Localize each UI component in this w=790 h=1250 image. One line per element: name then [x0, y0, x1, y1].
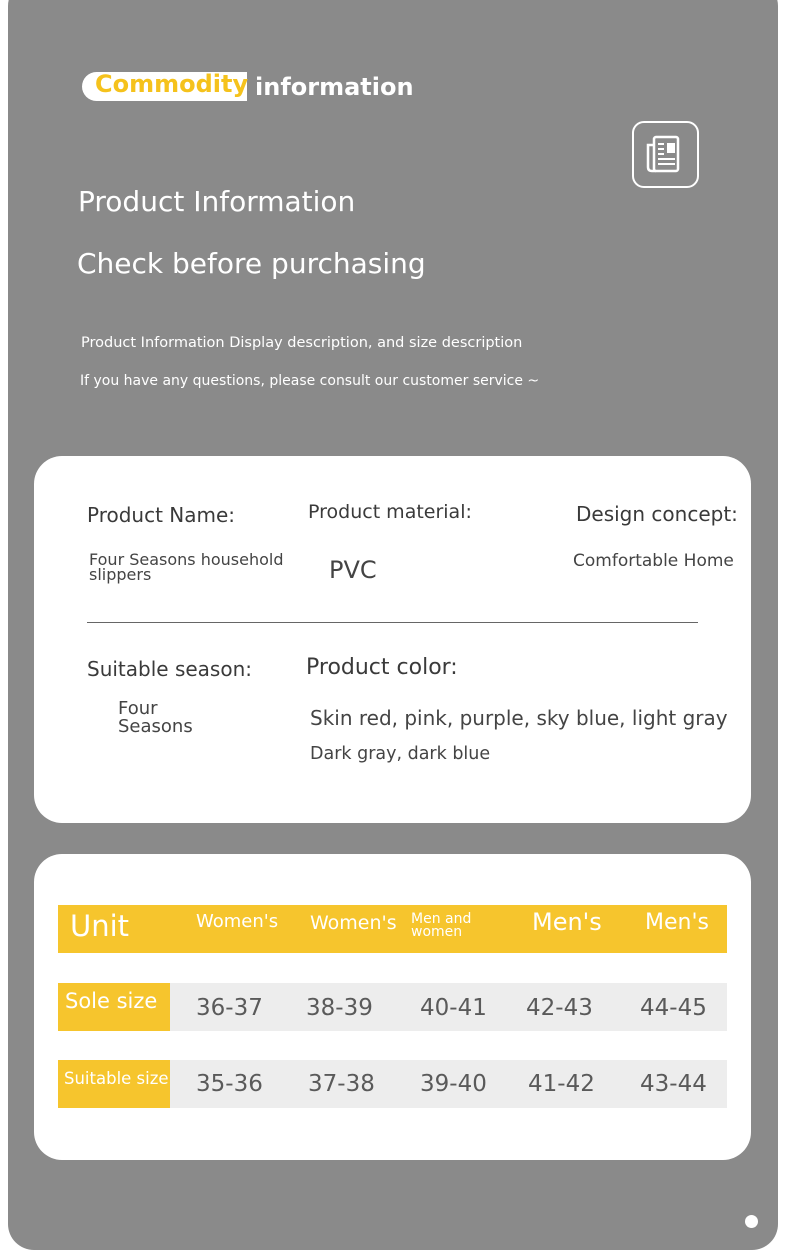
table-cell: 38-39 [306, 995, 373, 1021]
header-cell-mens-2: Men's [645, 910, 709, 935]
product-name-value: Four Seasons household slippers [89, 550, 284, 584]
tag-text: information [255, 73, 414, 101]
description-line-2: If you have any questions, please consult our customer service ~ [80, 373, 540, 389]
page-title: Product Information [78, 185, 356, 218]
product-color-label: Product color: [306, 655, 458, 680]
table-cell: 40-41 [420, 995, 487, 1021]
header-cell-mens-1: Men's [532, 908, 602, 936]
table-cell: 44-45 [640, 995, 707, 1021]
table-cell: 36-37 [196, 995, 263, 1021]
suitable-season-label: Suitable season: [87, 657, 252, 681]
product-material-label: Product material: [308, 501, 472, 523]
description-line-1: Product Information Display description, and size description [81, 335, 523, 351]
document-icon [632, 121, 699, 188]
table-cell: 35-36 [196, 1071, 263, 1097]
tag-highlight-text: Commodity [95, 70, 249, 98]
product-color-value-1: Skin red, pink, purple, sky blue, light gray [310, 706, 728, 730]
suitable-season-value: Four Seasons [118, 698, 193, 737]
product-color-value-2: Dark gray, dark blue [310, 744, 491, 764]
design-concept-value: Comfortable Home [573, 551, 734, 571]
table-cell: 37-38 [308, 1071, 375, 1097]
header-cell-unit: Unit [70, 909, 130, 943]
product-material-value: PVC [329, 556, 377, 584]
header-cell-womens-2: Women's [310, 912, 397, 934]
page-subtitle: Check before purchasing [77, 247, 426, 280]
table-cell: 43-44 [640, 1071, 707, 1097]
product-name-label: Product Name: [87, 503, 236, 527]
design-concept-label: Design concept: [576, 502, 738, 526]
row-label-suitable-size: Suitable size [64, 1069, 169, 1088]
row-label-sole-size: Sole size [65, 989, 158, 1013]
table-cell: 42-43 [526, 995, 593, 1021]
decorative-dot [745, 1215, 758, 1228]
table-cell: 39-40 [420, 1071, 487, 1097]
header-cell-womens-1: Women's [196, 911, 279, 932]
divider [87, 622, 698, 623]
table-cell: 41-42 [528, 1071, 595, 1097]
header-cell-unisex: Men and women [411, 911, 472, 940]
